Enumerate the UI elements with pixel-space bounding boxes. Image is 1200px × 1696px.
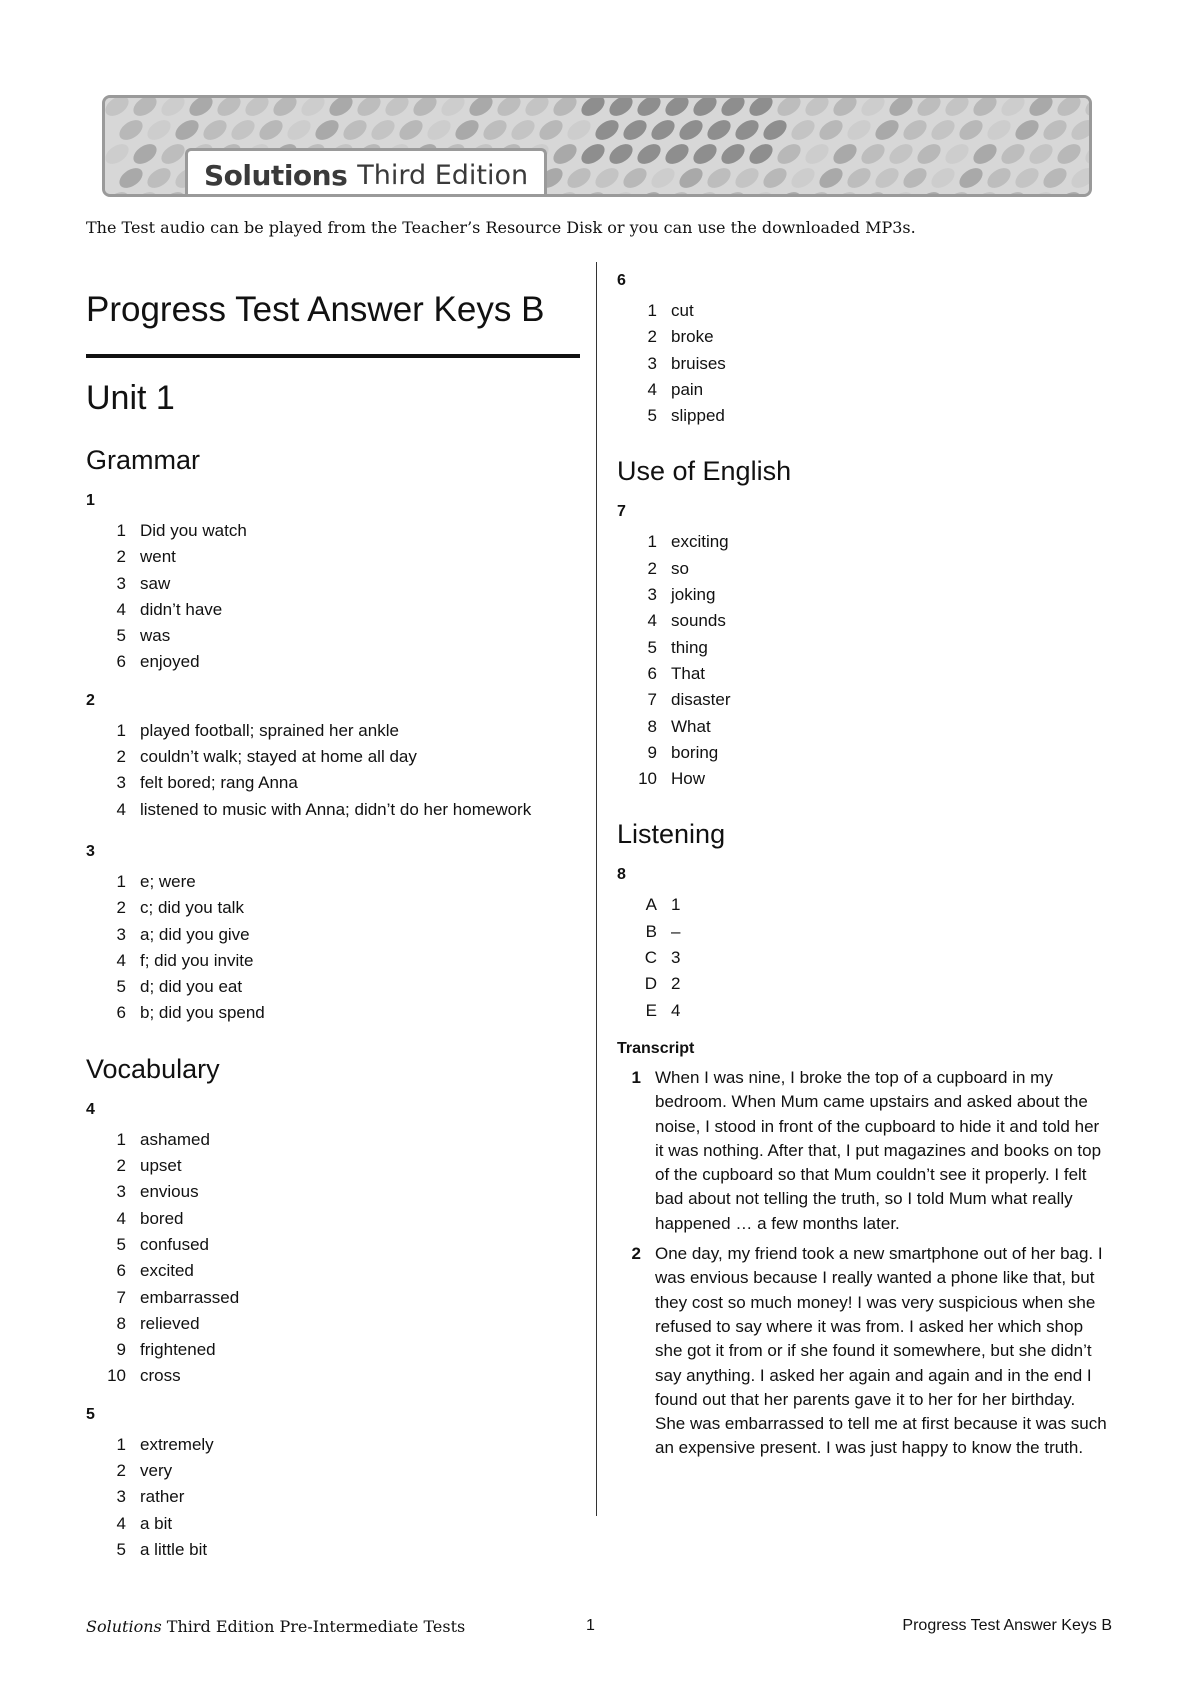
answer-item: [617, 998, 1117, 1024]
answer-text: relieved: [140, 1313, 200, 1333]
answer-number: 6: [116, 1003, 126, 1023]
answer-number: 2: [647, 558, 657, 578]
answer-item: [86, 623, 586, 649]
answer-text: didn’t have: [140, 599, 223, 619]
answer-number: 8: [116, 1313, 126, 1333]
answer-item: [86, 1337, 586, 1363]
answer-item: [86, 1000, 586, 1026]
answer-number: A: [645, 895, 657, 915]
transcript-paragraphs: [617, 1066, 1117, 1461]
answer-text: joking: [671, 585, 716, 605]
answer-list: [86, 1127, 586, 1390]
answer-text: listened to music with Anna; didn’t do her homework: [140, 799, 532, 819]
answer-item: [86, 1153, 586, 1179]
answer-item: [617, 919, 1117, 945]
answer-item: [86, 544, 586, 570]
answer-text: felt bored; rang Anna: [140, 773, 298, 793]
answer-item: [86, 571, 586, 597]
footer-section-title: Progress Test Answer Keys B: [902, 1617, 1112, 1634]
question-number: 7: [617, 503, 626, 521]
answer-text: a little bit: [140, 1539, 208, 1559]
answer-item: [617, 687, 1117, 713]
answer-number: 10: [638, 769, 657, 789]
answer-text: frightened: [140, 1340, 216, 1360]
answer-item: [617, 892, 1117, 918]
answer-item: [86, 1311, 586, 1337]
answer-item: [617, 298, 1117, 324]
answer-number: 10: [107, 1366, 126, 1386]
answer-number: 5: [116, 626, 126, 646]
section-grammar: Grammar: [86, 445, 200, 475]
transcript-text: When I was nine, I broke the top of a cupboard in my bedroom. When Mum came upstairs and asked about the noise, I stood in front of the cupboard to hide it and told her it was nothing. After that, I put magazines and books on top of the cupboard so that Mum couldn’t see it properly. I felt bad about not telling the truth, so I told Mum what really happened … a few months later.: [655, 1067, 1102, 1233]
answer-number: 7: [116, 1287, 126, 1307]
column-divider: [596, 262, 597, 1516]
answer-item: [86, 1432, 586, 1458]
answer-number: 3: [116, 924, 126, 944]
answer-number: 6: [647, 663, 657, 683]
answer-number: 3: [116, 1487, 126, 1507]
answer-text: a; did you give: [140, 924, 250, 944]
question-number: 8: [617, 866, 626, 884]
answer-text: Did you watch: [140, 521, 247, 540]
answer-text: d; did you eat: [140, 977, 243, 997]
answer-item: [86, 1127, 586, 1153]
footer-book-rest: Third Edition Pre-Intermediate Tests: [161, 1617, 466, 1636]
answer-item: [617, 556, 1117, 582]
answer-item: [86, 922, 586, 948]
question-number: 6: [617, 272, 626, 289]
answer-number: 4: [116, 1513, 126, 1533]
answer-item: [86, 1511, 586, 1537]
right-column: [617, 260, 1117, 1461]
footer-series-name: Solutions: [86, 1617, 162, 1636]
answer-item: [86, 895, 586, 921]
answer-item: [617, 766, 1117, 792]
answer-item: [617, 351, 1117, 377]
left-column: [86, 260, 586, 1563]
answer-item: [86, 1537, 586, 1563]
answer-text: rather: [140, 1487, 185, 1507]
answer-number: 9: [647, 742, 657, 762]
answer-text: a bit: [140, 1513, 173, 1533]
answer-item: [86, 744, 586, 770]
answer-list: [617, 529, 1117, 792]
transcript-text: One day, my friend took a new smartphone out of her bag. I was envious because I really wanted a phone like that, but they cost so much money! I was very suspicious when she refused to say where it was from. I asked her which shop she got it from or if she found it somewhere, but she didn’t say anything. I asked her again and again and in the end I found out that her parents gave it to her for her birthday. She was embarrassed to tell me at first because it was such an expensive present. I was just happy to know the truth.: [655, 1244, 1107, 1458]
answer-number: 4: [116, 1208, 126, 1228]
answer-number: 1: [116, 1129, 126, 1149]
answer-text: 2: [671, 974, 681, 994]
answer-item: [617, 324, 1117, 350]
answer-text: saw: [140, 573, 171, 593]
transcript-label: Transcript: [617, 1039, 695, 1057]
answer-text: cross: [140, 1366, 181, 1386]
question-number: 5: [86, 1405, 95, 1423]
answer-text: upset: [140, 1156, 182, 1176]
answer-item: [86, 649, 586, 675]
question-number: 4: [86, 1100, 95, 1118]
answer-item: [86, 1179, 586, 1205]
answer-number: 2: [116, 547, 126, 567]
answer-number: C: [644, 948, 657, 968]
answer-item: [617, 635, 1117, 661]
answer-number: 2: [116, 1461, 126, 1481]
answer-item: [617, 945, 1117, 971]
section-listening: Listening: [617, 819, 726, 850]
answer-text: That: [671, 663, 706, 683]
answer-number: 2: [116, 898, 126, 918]
answer-number: 3: [116, 773, 126, 793]
question-number: 2: [86, 691, 95, 709]
answer-text: envious: [140, 1182, 199, 1202]
answer-number: 4: [116, 950, 126, 970]
answer-text: b; did you spend: [140, 1003, 265, 1023]
answer-number: 4: [116, 599, 126, 619]
answer-number: E: [645, 1000, 657, 1020]
answer-item: [86, 869, 586, 895]
answer-item: [86, 1484, 586, 1510]
answer-text: pain: [671, 379, 704, 399]
answer-number: 1: [116, 1434, 126, 1454]
answer-item: [86, 1206, 586, 1232]
answer-item: [86, 1363, 586, 1389]
transcript-number: 2: [631, 1244, 641, 1264]
answer-number: 5: [647, 637, 657, 657]
answer-text: 1: [671, 895, 681, 915]
answer-number: 2: [116, 1156, 126, 1176]
answer-item: [86, 770, 586, 796]
answer-item: [86, 597, 586, 623]
title-rule: [86, 354, 580, 358]
answer-text: very: [140, 1461, 173, 1481]
answer-text: thing: [671, 637, 708, 657]
answer-text: How: [671, 769, 706, 789]
answer-text: e; were: [140, 871, 196, 891]
answer-list: [617, 298, 1117, 429]
answer-text: bruises: [671, 353, 726, 373]
answer-number: 4: [647, 379, 657, 399]
answer-text: c; did you talk: [140, 898, 244, 918]
answer-number: 1: [116, 720, 126, 740]
answer-text: enjoyed: [140, 652, 200, 672]
answer-item: [617, 714, 1117, 740]
answer-item: [86, 1232, 586, 1258]
answer-item: [86, 948, 586, 974]
answer-number: 3: [116, 573, 126, 593]
answer-number: 1: [647, 532, 657, 552]
intro-text: The Test audio can be played from the Teacher’s Resource Disk or you can use the downloaded MP3s.: [86, 218, 916, 237]
page-number: 1: [586, 1617, 595, 1634]
brand-sub-text: Third Edition: [357, 160, 529, 191]
answer-item: [617, 608, 1117, 634]
answer-number: 5: [116, 977, 126, 997]
answer-item: [86, 718, 586, 744]
answer-text: confused: [140, 1234, 209, 1254]
transcript-paragraph: [617, 1066, 1117, 1236]
answer-number: 4: [116, 799, 126, 819]
answer-list: [86, 718, 586, 823]
answer-text: slipped: [671, 406, 725, 426]
answer-number: 3: [647, 353, 657, 373]
answer-text: embarrassed: [140, 1287, 240, 1307]
answer-number: 2: [647, 327, 657, 347]
answer-text: couldn’t walk; stayed at home all day: [140, 747, 417, 767]
question-number: 1: [86, 492, 95, 509]
answer-number: 6: [116, 1261, 126, 1281]
answer-text: extremely: [140, 1434, 214, 1454]
answer-text: –: [671, 921, 681, 941]
answer-number: 2: [116, 747, 126, 767]
answer-number: 9: [116, 1340, 126, 1360]
answer-list: [617, 892, 1117, 1023]
question-number: 3: [86, 842, 95, 860]
answer-text: went: [140, 547, 176, 567]
answer-item: [617, 661, 1117, 687]
answer-number: 3: [647, 585, 657, 605]
brand-main-text: Solutions: [204, 159, 348, 192]
answer-item: [86, 974, 586, 1000]
answer-text: disaster: [671, 690, 731, 710]
answer-item: [86, 797, 586, 823]
answer-number: B: [645, 921, 657, 941]
answer-item: [617, 529, 1117, 555]
answer-item: [86, 518, 586, 544]
answer-text: broke: [671, 327, 714, 347]
answer-number: D: [644, 974, 657, 994]
answer-text: bored: [140, 1208, 184, 1228]
answer-item: [617, 377, 1117, 403]
answer-item: [617, 971, 1117, 997]
answer-text: was: [140, 626, 171, 646]
answer-list: [86, 1432, 586, 1563]
answer-item: [617, 740, 1117, 766]
answer-number: 3: [116, 1182, 126, 1202]
answer-text: What: [671, 716, 711, 736]
answer-text: so: [671, 558, 689, 578]
answer-item: [86, 1258, 586, 1284]
answer-number: 4: [647, 611, 657, 631]
answer-number: 6: [116, 652, 126, 672]
answer-number: 5: [116, 1234, 126, 1254]
answer-number: 1: [116, 871, 126, 891]
section-vocabulary: Vocabulary: [86, 1053, 220, 1084]
answer-list: [86, 869, 586, 1027]
answer-number: 8: [647, 716, 657, 736]
footer-book-title: [86, 1617, 465, 1636]
answer-text: boring: [671, 742, 719, 762]
unit-heading: Unit 1: [86, 379, 175, 417]
answer-number: 1: [647, 301, 657, 320]
section-use-of-english: Use of English: [617, 456, 792, 487]
answer-text: played football; sprained her ankle: [140, 720, 399, 740]
answer-text: ashamed: [140, 1129, 210, 1149]
answer-number: 5: [647, 406, 657, 426]
transcript-number: 1: [631, 1067, 641, 1087]
answer-number: 7: [647, 690, 657, 710]
transcript-paragraph: [617, 1242, 1117, 1461]
header-banner: [102, 95, 1092, 197]
answer-item: [617, 403, 1117, 429]
page-title: Progress Test Answer Keys B: [86, 290, 545, 329]
answer-text: exciting: [671, 532, 729, 552]
answer-text: sounds: [671, 611, 726, 631]
answer-text: 4: [671, 1000, 681, 1020]
answer-number: 1: [116, 521, 126, 540]
answer-item: [617, 582, 1117, 608]
answer-number: 5: [116, 1539, 126, 1559]
answer-text: 3: [671, 948, 681, 968]
answer-text: excited: [140, 1261, 194, 1281]
answer-text: f; did you invite: [140, 950, 254, 970]
brand-logo: [185, 148, 547, 197]
answer-text: cut: [671, 301, 694, 320]
answer-item: [86, 1285, 586, 1311]
answer-list: [86, 518, 586, 676]
answer-item: [86, 1458, 586, 1484]
